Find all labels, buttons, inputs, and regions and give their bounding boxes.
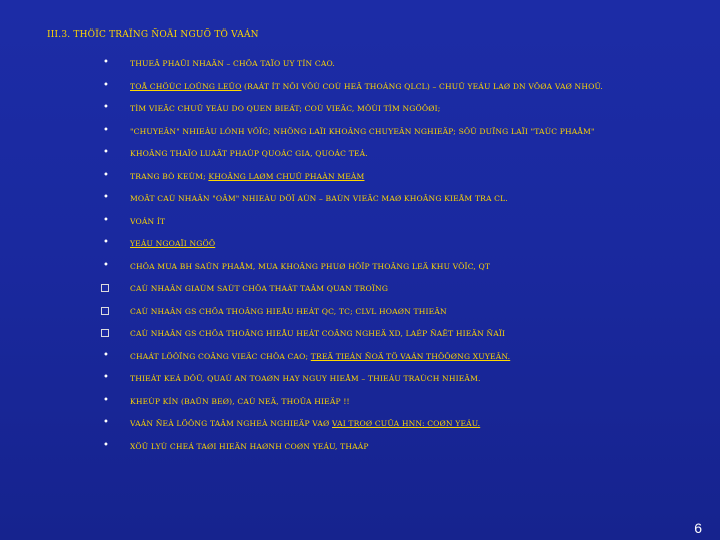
dot-bullet-icon: • — [103, 259, 109, 271]
text-segment: THIEÁT KEÁ DÔÛ, QUAÙ AN TOAØN HAY NGUY HIEÅM – THIEÁU TRAÙCH NHIEÄM. — [130, 374, 481, 383]
dot-bullet-icon: • — [103, 394, 109, 406]
list-item — [0, 124, 720, 147]
list-item-text — [130, 418, 480, 429]
bullet-list — [0, 56, 720, 461]
text-segment: CAÙ NHAÂN GS CHÖA THOÂNG HIEÅU HEÁT QC, TC; CLVL HOAØN THIEÄN — [130, 306, 447, 316]
page-number: 6 — [694, 520, 702, 536]
list-item — [0, 169, 720, 192]
list-item — [0, 326, 720, 349]
dot-bullet-icon: • — [103, 349, 109, 361]
list-item — [0, 371, 720, 394]
list-item-text — [130, 81, 603, 92]
text-segment: CHAÁT LÖÔÏNG COÂNG VIEÄC CHÖA CAO; — [130, 351, 311, 361]
list-item — [0, 259, 720, 282]
dot-bullet-icon: • — [103, 439, 109, 451]
list-item-text — [130, 441, 369, 452]
dot-bullet-icon: • — [103, 417, 109, 428]
list-item — [0, 101, 720, 124]
text-segment: VOÁN ÍT — [130, 216, 166, 226]
list-item-text — [130, 58, 335, 69]
list-item — [0, 56, 720, 79]
text-segment: CAÙ NHAÂN GS CHÖA THOÂNG HIEÅU HEÁT COÂNG NGHEÄ XD, LAÉP ÑAËT HIEÄN ÑAÏI — [130, 329, 506, 338]
text-segment: CAÙ NHAÂN GIAÙM SAÙT CHÖA THAÁT TAÂM QUAN TROÏNG — [130, 284, 389, 293]
dot-bullet-icon: • — [103, 372, 109, 383]
list-item-text — [130, 306, 447, 317]
list-item-text — [130, 261, 490, 272]
list-item-text — [130, 171, 364, 182]
dot-bullet-icon: • — [103, 102, 109, 113]
text-segment: TRANG BÒ KEÙM; — [130, 171, 209, 181]
list-item-text — [130, 193, 508, 204]
text-segment: (RAÁT ÍT NÔI VÔÙ COÙ HEÄ THOÁNG QLCL) – CHUÛ YEÁU LAØ DN VÖØA VAØ NHOÛ. — [241, 81, 603, 91]
list-item-text — [130, 328, 505, 339]
dot-bullet-icon: • — [103, 237, 109, 248]
list-item-text — [130, 396, 350, 407]
list-item — [0, 214, 720, 237]
text-segment: THUEÂ PHAÛI NHAÄN – CHÖA TAÏO UY TÍN CAO. — [130, 59, 335, 68]
list-item — [0, 236, 720, 259]
list-item — [0, 191, 720, 214]
text-segment: VAÁN ÑEÀ LÖÔNG TAÂM NGHEÀ NGHIEÄP VAØ — [130, 419, 332, 428]
list-item-text — [130, 103, 440, 114]
list-item — [0, 416, 720, 439]
dot-bullet-icon: • — [103, 192, 109, 203]
list-item-text — [130, 373, 481, 384]
list-item — [0, 349, 720, 372]
square-bullet-icon — [101, 329, 109, 337]
square-bullet-icon — [101, 307, 109, 315]
dot-bullet-icon: • — [103, 147, 109, 158]
underlined-text: KHOÂNG LAØM CHUÛ PHAÀN MEÀM — [208, 171, 365, 181]
list-item — [0, 281, 720, 304]
dot-bullet-icon: • — [103, 79, 109, 91]
square-bullet-icon — [101, 284, 109, 292]
text-segment: XÖÛ LYÙ CHEÁ TAØI HIEÄN HAØNH COØN YEÁU, THAÁP — [130, 441, 369, 451]
underlined-text: YEÁU NGOAÏI NGÖÕ — [130, 239, 216, 248]
list-item — [0, 394, 720, 417]
list-item-text — [130, 148, 368, 159]
list-item-text — [130, 283, 388, 294]
dot-bullet-icon: • — [103, 169, 109, 181]
text-segment: TÌM VIEÄC CHUÛ YEÁU DO QUEN BIEÁT; COÙ VIEÄC, MÔÙI TÌM NGÖÔØI; — [130, 104, 441, 113]
dot-bullet-icon: • — [103, 57, 109, 68]
underlined-text: TOÅ CHÖÙC LOÛNG LEÛO — [130, 81, 242, 91]
list-item-text — [130, 216, 165, 227]
underlined-text: VAI TROØ CUÛA HNN: COØN YEÁU. — [331, 419, 481, 428]
text-segment: CHÖA MUA BH SAÛN PHAÅM, MUA KHOÂNG PHUØ HÔÏP THOÂNG LEÄ KHU VÖÏC, QT — [130, 261, 491, 271]
text-segment: MOÄT CAÙ NHAÂN "OÂM" NHIEÀU DÖÏ AÙN – BAÙN VIEÄC MAØ KHOÂNG KIEÅM TRA CL. — [130, 194, 508, 203]
list-item-text — [130, 238, 215, 249]
list-item — [0, 304, 720, 327]
slide-heading: III.3. THÖÏC TRAÏNG ÑOÄI NGUÕ TÖ VAÁN — [47, 30, 259, 40]
list-item — [0, 79, 720, 102]
dot-bullet-icon: • — [103, 214, 109, 226]
list-item — [0, 146, 720, 169]
underlined-text: TREÃ TIEÁN ÑOÄ TÖ VAÁN THÖÔØNG XUYEÂN. — [310, 351, 511, 361]
list-item-text — [130, 126, 595, 137]
text-segment: KHEÙP KÍN (BAÛN BEØ), CAÙ NEÄ, THOÛA HIEÄP !! — [130, 396, 350, 406]
text-segment: "CHUYEÂN" NHIEÀU LÓNH VÖÏC; NHÖNG LAÏI KHOÂNG CHUYEÂN NGHIEÄP; SÖÛ DUÏNG LAÏI "TAÙC PHAÅM" — [130, 126, 595, 136]
list-item — [0, 439, 720, 462]
text-segment: KHOÂNG THAÏO LUAÄT PHAÙP QUOÁC GIA, QUOÁC TEÁ. — [130, 149, 368, 158]
list-item-text — [130, 351, 510, 362]
dot-bullet-icon: • — [103, 124, 109, 136]
